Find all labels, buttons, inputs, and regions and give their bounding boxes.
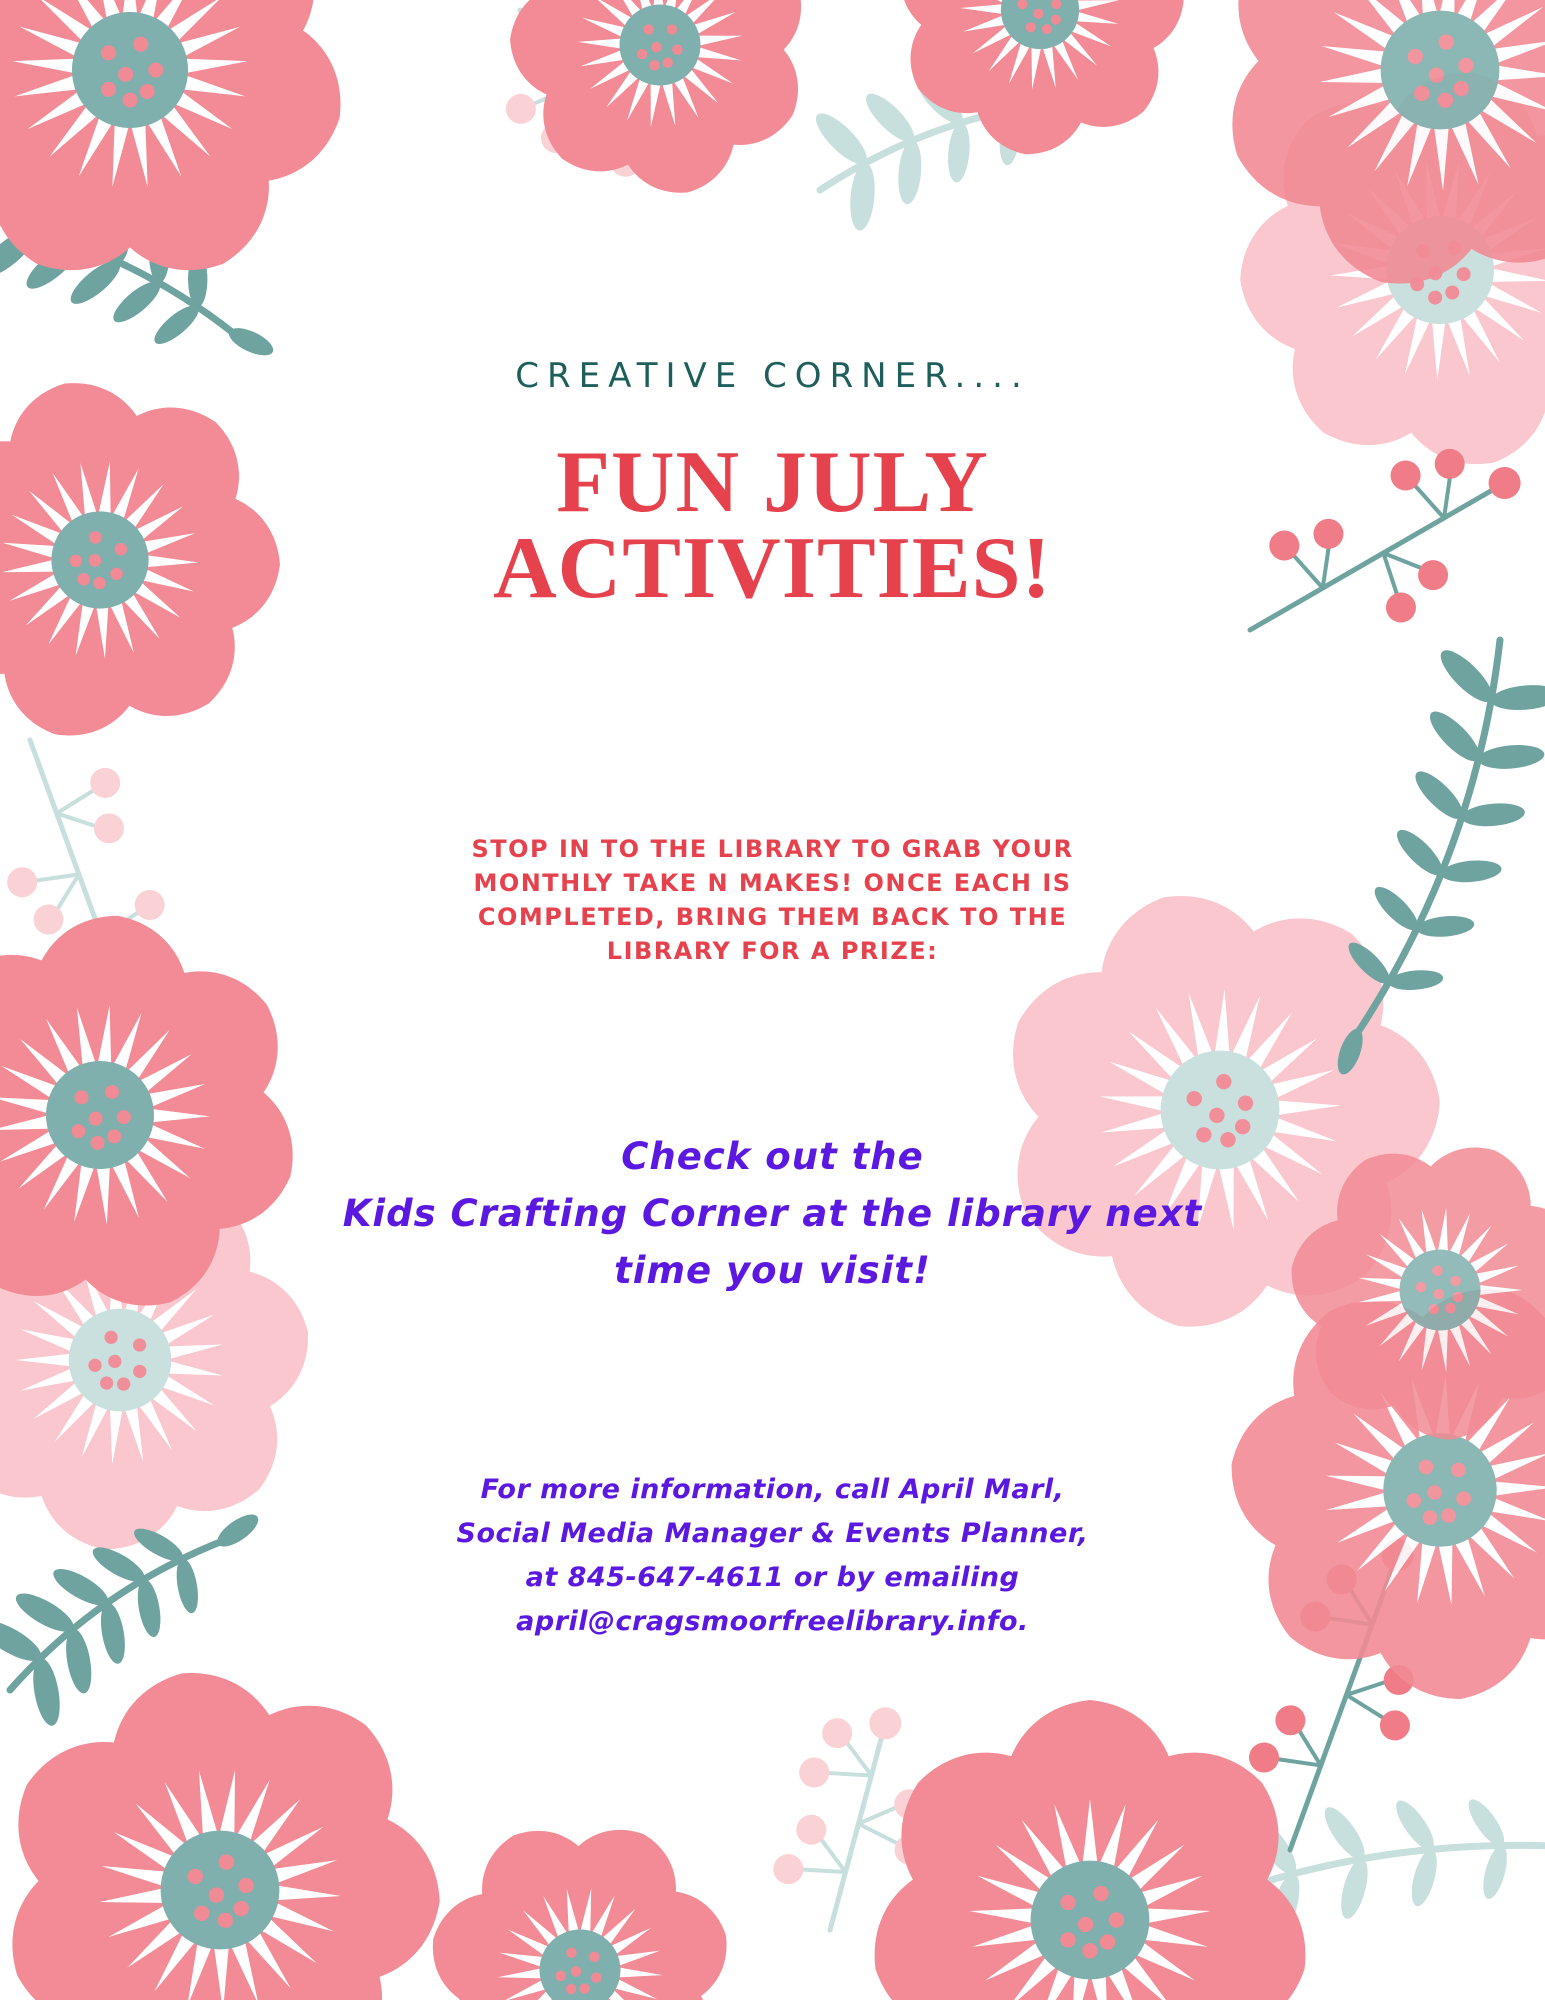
contact-line: at 845-647-4611 or by emailing bbox=[525, 1562, 1020, 1593]
contact-line: Social Media Manager & Events Planner, bbox=[456, 1518, 1089, 1549]
flower-icon bbox=[856, 1700, 1324, 2000]
callout-line: time you visit! bbox=[614, 1249, 931, 1292]
crafting-corner-callout bbox=[0, 1128, 1545, 1299]
flower-icon bbox=[0, 0, 358, 300]
section-kicker: CREATIVE CORNER.... bbox=[515, 356, 1030, 396]
blurb-line: COMPLETED, BRING THEM BACK TO THE bbox=[477, 903, 1068, 931]
contact-email: april@cragsmoorfreelibrary.info. bbox=[516, 1606, 1029, 1637]
blurb-line: STOP IN TO THE LIBRARY TO GRAB YOUR bbox=[471, 835, 1074, 863]
callout-line: Kids Crafting Corner at the library next bbox=[342, 1192, 1203, 1235]
flower-icon bbox=[0, 1633, 491, 2000]
blurb-line: LIBRARY FOR A PRIZE: bbox=[606, 937, 939, 965]
headline-line-1: FUN JULY bbox=[556, 434, 989, 531]
take-n-make-blurb bbox=[0, 832, 1545, 968]
blurb-line: MONTHLY TAKE N MAKES! ONCE EACH IS bbox=[473, 869, 1072, 897]
callout-line: Check out the bbox=[621, 1135, 924, 1178]
contact-line: For more information, call April Marl, bbox=[480, 1474, 1065, 1505]
headline bbox=[0, 434, 1545, 617]
headline-line-2: ACTIVITIES! bbox=[493, 520, 1052, 617]
contact-info bbox=[0, 1468, 1545, 1644]
